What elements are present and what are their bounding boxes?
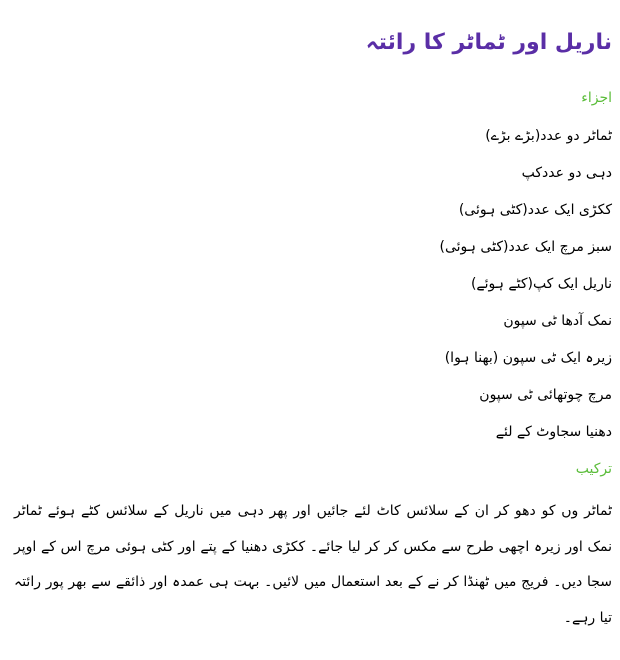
ingredient-item: دہی دو عددکپ <box>521 165 612 181</box>
ingredients-list <box>440 126 612 459</box>
ingredient-item: ککڑی ایک عدد(کٹی ہوئی) <box>458 202 612 218</box>
ingredient-item: زیرہ ایک ٹی سپون (بھنا ہوا) <box>444 350 612 366</box>
method-heading: ترکیب <box>575 461 612 477</box>
recipe-title: ناریل اور ٹماٹر کا رائتہ <box>365 30 612 55</box>
method-paragraph: ٹماٹر وں کو دھو کر ان کے سلائس کاٹ لئے جائیں اور پھر دہی میں ناریل کے سلائس کٹے ہوئے ٹماٹر نمک اور زیرہ اچھی طرح سے مکس کر کر لیا جائے۔ ککڑی دھنیا کے پتے اور کٹی ہوئی مرچ اس کے اوپر سجا دیں۔ فریج میں ٹھنڈا کر نے کے بعد استعمال میں لائیں۔ بہت ہی عمدہ اور ذائقے سے بھر پور رائتہ تیا رہے۔ <box>14 503 612 626</box>
ingredient-item: نمک آدھا ٹی سپون <box>503 313 612 329</box>
ingredient-item: دھنیا سجاوٹ کے لئے <box>495 424 612 440</box>
ingredient-item: ٹماٹر دو عدد(بڑے بڑے) <box>485 128 612 144</box>
ingredient-item: ناریل ایک کپ(کٹے ہوئے) <box>470 276 612 292</box>
ingredient-item: مرچ چوتھائی ٹی سپون <box>479 387 612 403</box>
ingredient-item: سبز مرچ ایک عدد(کٹی ہوئی) <box>439 239 612 255</box>
ingredients-heading: اجزاء <box>581 90 612 106</box>
